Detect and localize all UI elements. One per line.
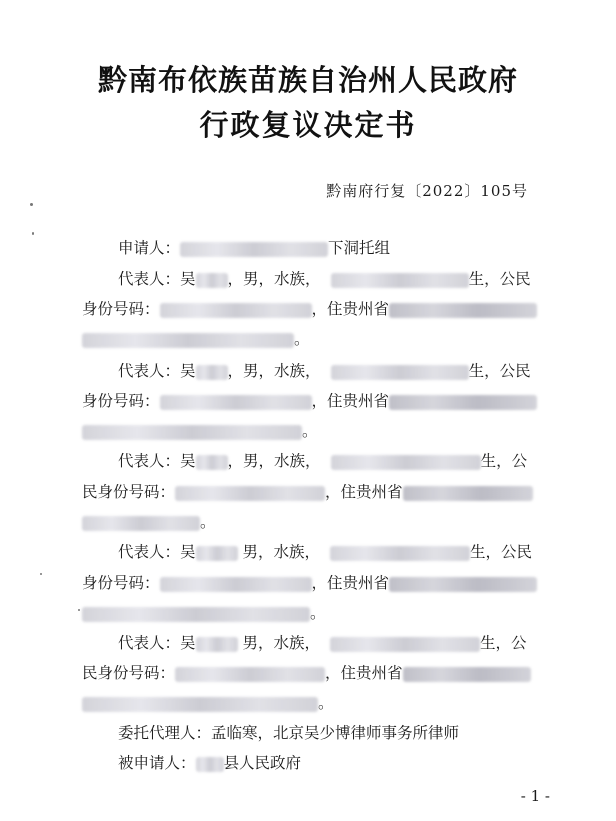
representative-3-line3 bbox=[82, 511, 216, 533]
representative-4-line2 bbox=[82, 572, 537, 594]
representative-2-line1 bbox=[118, 360, 531, 382]
agent-label: 委托代理人： bbox=[118, 724, 212, 742]
document-title-line2: 行政复议决定书 bbox=[199, 108, 417, 142]
redacted-block bbox=[160, 303, 312, 318]
representative-5-line3 bbox=[82, 692, 334, 714]
representative-5-line2 bbox=[82, 662, 531, 684]
rep-label: 代表人： bbox=[118, 543, 181, 561]
rep-born: 生，公民 bbox=[469, 543, 532, 561]
rep-id-label: 身份号码： bbox=[82, 574, 160, 592]
rep-label: 代表人： bbox=[118, 270, 181, 288]
redacted-block bbox=[82, 607, 310, 622]
rep-label: 代表人： bbox=[118, 634, 181, 652]
redacted-block bbox=[331, 273, 469, 288]
rep-gender: ，男， bbox=[227, 362, 275, 380]
rep-gender: ，男， bbox=[227, 270, 275, 288]
redacted-block bbox=[196, 637, 238, 652]
rep-ethnicity: 水族， bbox=[273, 543, 320, 561]
representative-4-line1 bbox=[118, 541, 532, 563]
rep-id-label: 民身份号码： bbox=[82, 483, 176, 501]
scan-mark bbox=[32, 232, 34, 235]
agent-line bbox=[118, 722, 459, 744]
redacted-block bbox=[175, 667, 325, 682]
document-title-line1: 黔南布依族苗族自治州人民政府 bbox=[97, 63, 518, 97]
respondent-value: 县人民政府 bbox=[223, 754, 302, 772]
rep-address-prefix: ，住贵州省 bbox=[325, 664, 403, 682]
rep-id-label: 民身份号码： bbox=[82, 664, 176, 682]
redacted-block bbox=[403, 667, 531, 682]
redacted-block bbox=[331, 365, 469, 380]
redacted-block bbox=[180, 242, 328, 257]
scan-mark bbox=[40, 573, 42, 575]
representative-1-line2 bbox=[82, 298, 537, 320]
rep-born: 生，公民 bbox=[468, 362, 531, 380]
rep-born: 生，公 bbox=[479, 634, 527, 652]
representative-4-line3 bbox=[82, 602, 326, 624]
applicant-label: 申请人： bbox=[118, 239, 181, 257]
redacted-block bbox=[175, 486, 325, 501]
rep-end: 。 bbox=[200, 513, 216, 531]
document-number: 黔南府行复〔2022〕105号 bbox=[326, 182, 528, 200]
rep-end: 。 bbox=[318, 694, 334, 712]
rep-id-label: 身份号码： bbox=[82, 392, 160, 410]
representative-3-line1 bbox=[118, 450, 527, 472]
rep-label: 代表人： bbox=[118, 362, 181, 380]
representative-2-line3 bbox=[82, 420, 318, 442]
representative-3-line2 bbox=[82, 481, 533, 503]
redacted-block bbox=[389, 303, 537, 318]
redacted-block bbox=[196, 365, 228, 380]
rep-ethnicity: 水族， bbox=[274, 452, 321, 470]
rep-label: 代表人： bbox=[118, 452, 181, 470]
rep-surname: 吴 bbox=[180, 270, 196, 288]
rep-surname: 吴 bbox=[180, 362, 196, 380]
rep-ethnicity: 水族， bbox=[273, 634, 320, 652]
representative-2-line2 bbox=[82, 390, 537, 412]
redacted-block bbox=[160, 577, 312, 592]
redacted-block bbox=[82, 425, 302, 440]
redacted-block bbox=[389, 395, 537, 410]
rep-end: 。 bbox=[294, 330, 310, 348]
rep-address-prefix: ，住贵州省 bbox=[325, 483, 403, 501]
rep-gender: 男， bbox=[237, 634, 274, 652]
applicant-suffix: 下洞托组 bbox=[328, 239, 391, 257]
agent-value: 孟临寒，北京吴少博律师事务所律师 bbox=[211, 724, 460, 742]
redacted-block bbox=[82, 333, 294, 348]
rep-gender: 男， bbox=[237, 543, 274, 561]
page-number: - 1 - bbox=[520, 787, 550, 805]
redacted-block bbox=[196, 273, 228, 288]
rep-ethnicity: 水族， bbox=[274, 362, 321, 380]
rep-surname: 吴 bbox=[180, 452, 196, 470]
redacted-block bbox=[330, 637, 480, 652]
scan-mark bbox=[78, 609, 80, 611]
rep-address-prefix: ，住贵州省 bbox=[311, 574, 390, 592]
representative-1-line3 bbox=[82, 328, 310, 350]
rep-address-prefix: ，住贵州省 bbox=[311, 392, 390, 410]
redacted-block bbox=[82, 516, 200, 531]
applicant-line bbox=[118, 237, 390, 259]
redacted-block bbox=[160, 395, 312, 410]
rep-address-prefix: ，住贵州省 bbox=[311, 300, 390, 318]
redacted-block bbox=[389, 577, 537, 592]
rep-end: 。 bbox=[302, 422, 318, 440]
redacted-block bbox=[82, 697, 318, 712]
redacted-block bbox=[330, 546, 470, 561]
representative-5-line1 bbox=[118, 632, 527, 654]
rep-ethnicity: 水族， bbox=[274, 270, 321, 288]
respondent-label: 被申请人： bbox=[118, 754, 196, 772]
redacted-block bbox=[196, 757, 224, 772]
redacted-block bbox=[403, 486, 533, 501]
representative-1-line1 bbox=[118, 268, 531, 290]
scan-mark bbox=[30, 203, 33, 206]
respondent-line bbox=[118, 752, 301, 774]
rep-born: 生，公民 bbox=[468, 270, 531, 288]
rep-born: 生，公 bbox=[480, 452, 528, 470]
redacted-block bbox=[196, 455, 228, 470]
rep-end: 。 bbox=[310, 604, 326, 622]
redacted-block bbox=[331, 455, 481, 470]
redacted-block bbox=[196, 546, 238, 561]
rep-gender: ，男， bbox=[227, 452, 275, 470]
rep-surname: 吴 bbox=[180, 543, 196, 561]
rep-surname: 吴 bbox=[180, 634, 196, 652]
rep-id-label: 身份号码： bbox=[82, 300, 160, 318]
